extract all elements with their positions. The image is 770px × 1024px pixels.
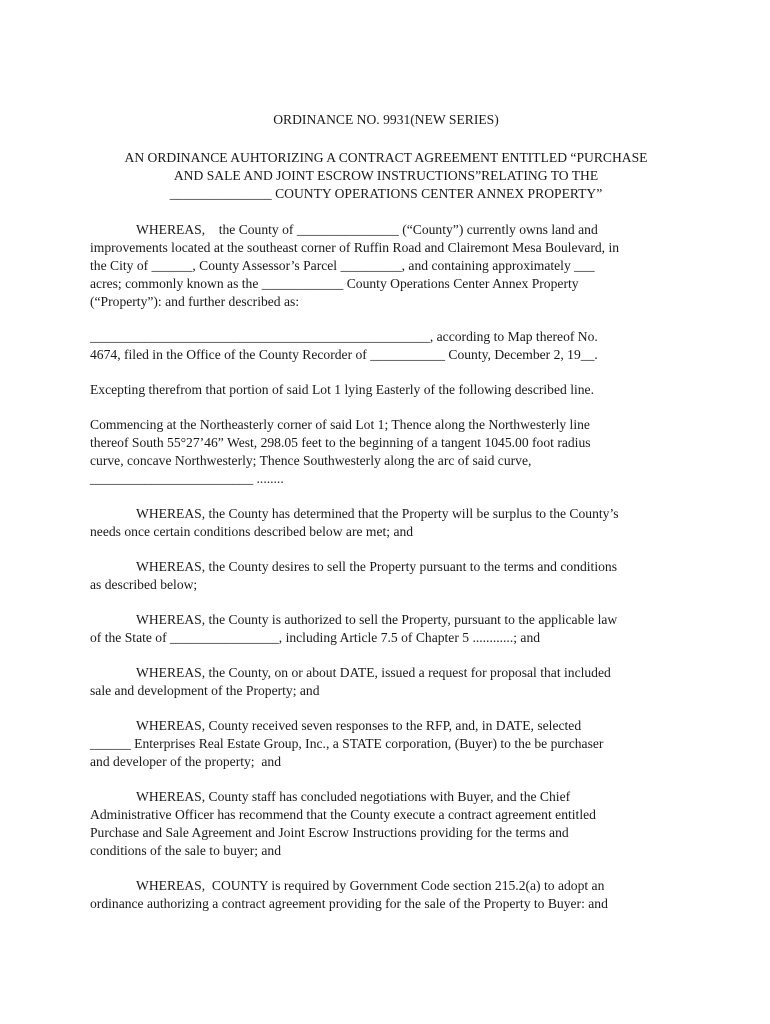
- paragraph-line: the City of ______, County Assessor’s Parcel _________, and containing approximately ___: [90, 258, 595, 273]
- paragraph: [90, 717, 682, 771]
- ordinance-heading: [90, 149, 682, 203]
- paragraph: [90, 505, 682, 541]
- heading-line: _______________ COUNTY OPERATIONS CENTER ANNEX PROPERTY”: [169, 186, 603, 201]
- paragraph: [90, 416, 682, 488]
- paragraph-line: WHEREAS, County received seven responses to the RFP, and, in DATE, selected: [136, 718, 582, 733]
- paragraph-line: needs once certain conditions described below are met; and: [90, 524, 414, 539]
- paragraph: [90, 381, 682, 399]
- paragraph-line: WHEREAS, County staff has concluded negotiations with Buyer, and the Chief: [136, 789, 571, 804]
- paragraph-line: thereof South 55°27’46” West, 298.05 feet to the beginning of a tangent 1045.00 foot radius: [90, 435, 591, 450]
- paragraph: [90, 877, 682, 913]
- paragraph: [90, 788, 682, 860]
- paragraph: [90, 664, 682, 700]
- paragraph-line: WHEREAS, the County is authorized to sell the Property, pursuant to the applicable law: [136, 612, 618, 627]
- paragraph: [90, 328, 682, 364]
- paragraph-line: sale and development of the Property; and: [90, 683, 320, 698]
- paragraph-line: WHEREAS, the County of _______________ (“County”) currently owns land and: [136, 222, 598, 237]
- heading-line: AND SALE AND JOINT ESCROW INSTRUCTIONS”RELATING TO THE: [173, 168, 599, 183]
- paragraph-line: curve, concave Northwesterly; Thence Southwesterly along the arc of said curve,: [90, 453, 532, 468]
- paragraph-line: as described below;: [90, 577, 198, 592]
- paragraph-line: acres; commonly known as the ____________ County Operations Center Annex Property: [90, 276, 579, 291]
- paragraph-line: improvements located at the southeast corner of Ruffin Road and Clairemont Mesa Boulevard, in: [90, 240, 620, 255]
- paragraph-line: Excepting therefrom that portion of said Lot 1 lying Easterly of the following described line.: [90, 382, 594, 397]
- paragraph-line: Administrative Officer has recommend that the County execute a contract agreement entitled: [90, 807, 596, 822]
- paragraph-line: WHEREAS, the County desires to sell the Property pursuant to the terms and conditions: [136, 559, 617, 574]
- paragraph-line: __________________________________________________, according to Map thereof No.: [90, 329, 598, 344]
- ordinance-body: [90, 221, 682, 913]
- paragraph-line: 4674, filed in the Office of the County Recorder of ___________ County, December 2, 19__.: [90, 347, 598, 362]
- paragraph: [90, 558, 682, 594]
- paragraph-line: WHEREAS, the County has determined that the Property will be surplus to the County’s: [136, 506, 619, 521]
- paragraph-line: WHEREAS, the County, on or about DATE, issued a request for proposal that included: [136, 665, 611, 680]
- paragraph-line: conditions of the sale to buyer; and: [90, 843, 282, 858]
- heading-line: AN ORDINANCE AUHTORIZING A CONTRACT AGREEMENT ENTITLED “PURCHASE: [124, 150, 648, 165]
- paragraph-line: ______ Enterprises Real Estate Group, Inc., a STATE corporation, (Buyer) to the be purchaser: [90, 736, 604, 751]
- paragraph-line: Purchase and Sale Agreement and Joint Escrow Instructions providing for the terms and: [90, 825, 569, 840]
- paragraph-line: Commencing at the Northeasterly corner of said Lot 1; Thence along the Northwesterly line: [90, 417, 590, 432]
- paragraph-line: WHEREAS, COUNTY is required by Government Code section 215.2(a) to adopt an: [136, 878, 605, 893]
- document-page: [90, 111, 682, 930]
- paragraph: [90, 611, 682, 647]
- paragraph: [90, 221, 682, 311]
- paragraph-line: ordinance authorizing a contract agreement providing for the sale of the Property to Buyer: and: [90, 896, 608, 911]
- paragraph-line: (“Property”): and further described as:: [90, 294, 300, 309]
- paragraph-line: and developer of the property; and: [90, 754, 281, 769]
- paragraph-line: ________________________ ........: [90, 471, 284, 486]
- ordinance-title: ORDINANCE NO. 9931(NEW SERIES): [273, 112, 499, 127]
- paragraph-line: of the State of ________________, including Article 7.5 of Chapter 5 ............; and: [90, 630, 541, 645]
